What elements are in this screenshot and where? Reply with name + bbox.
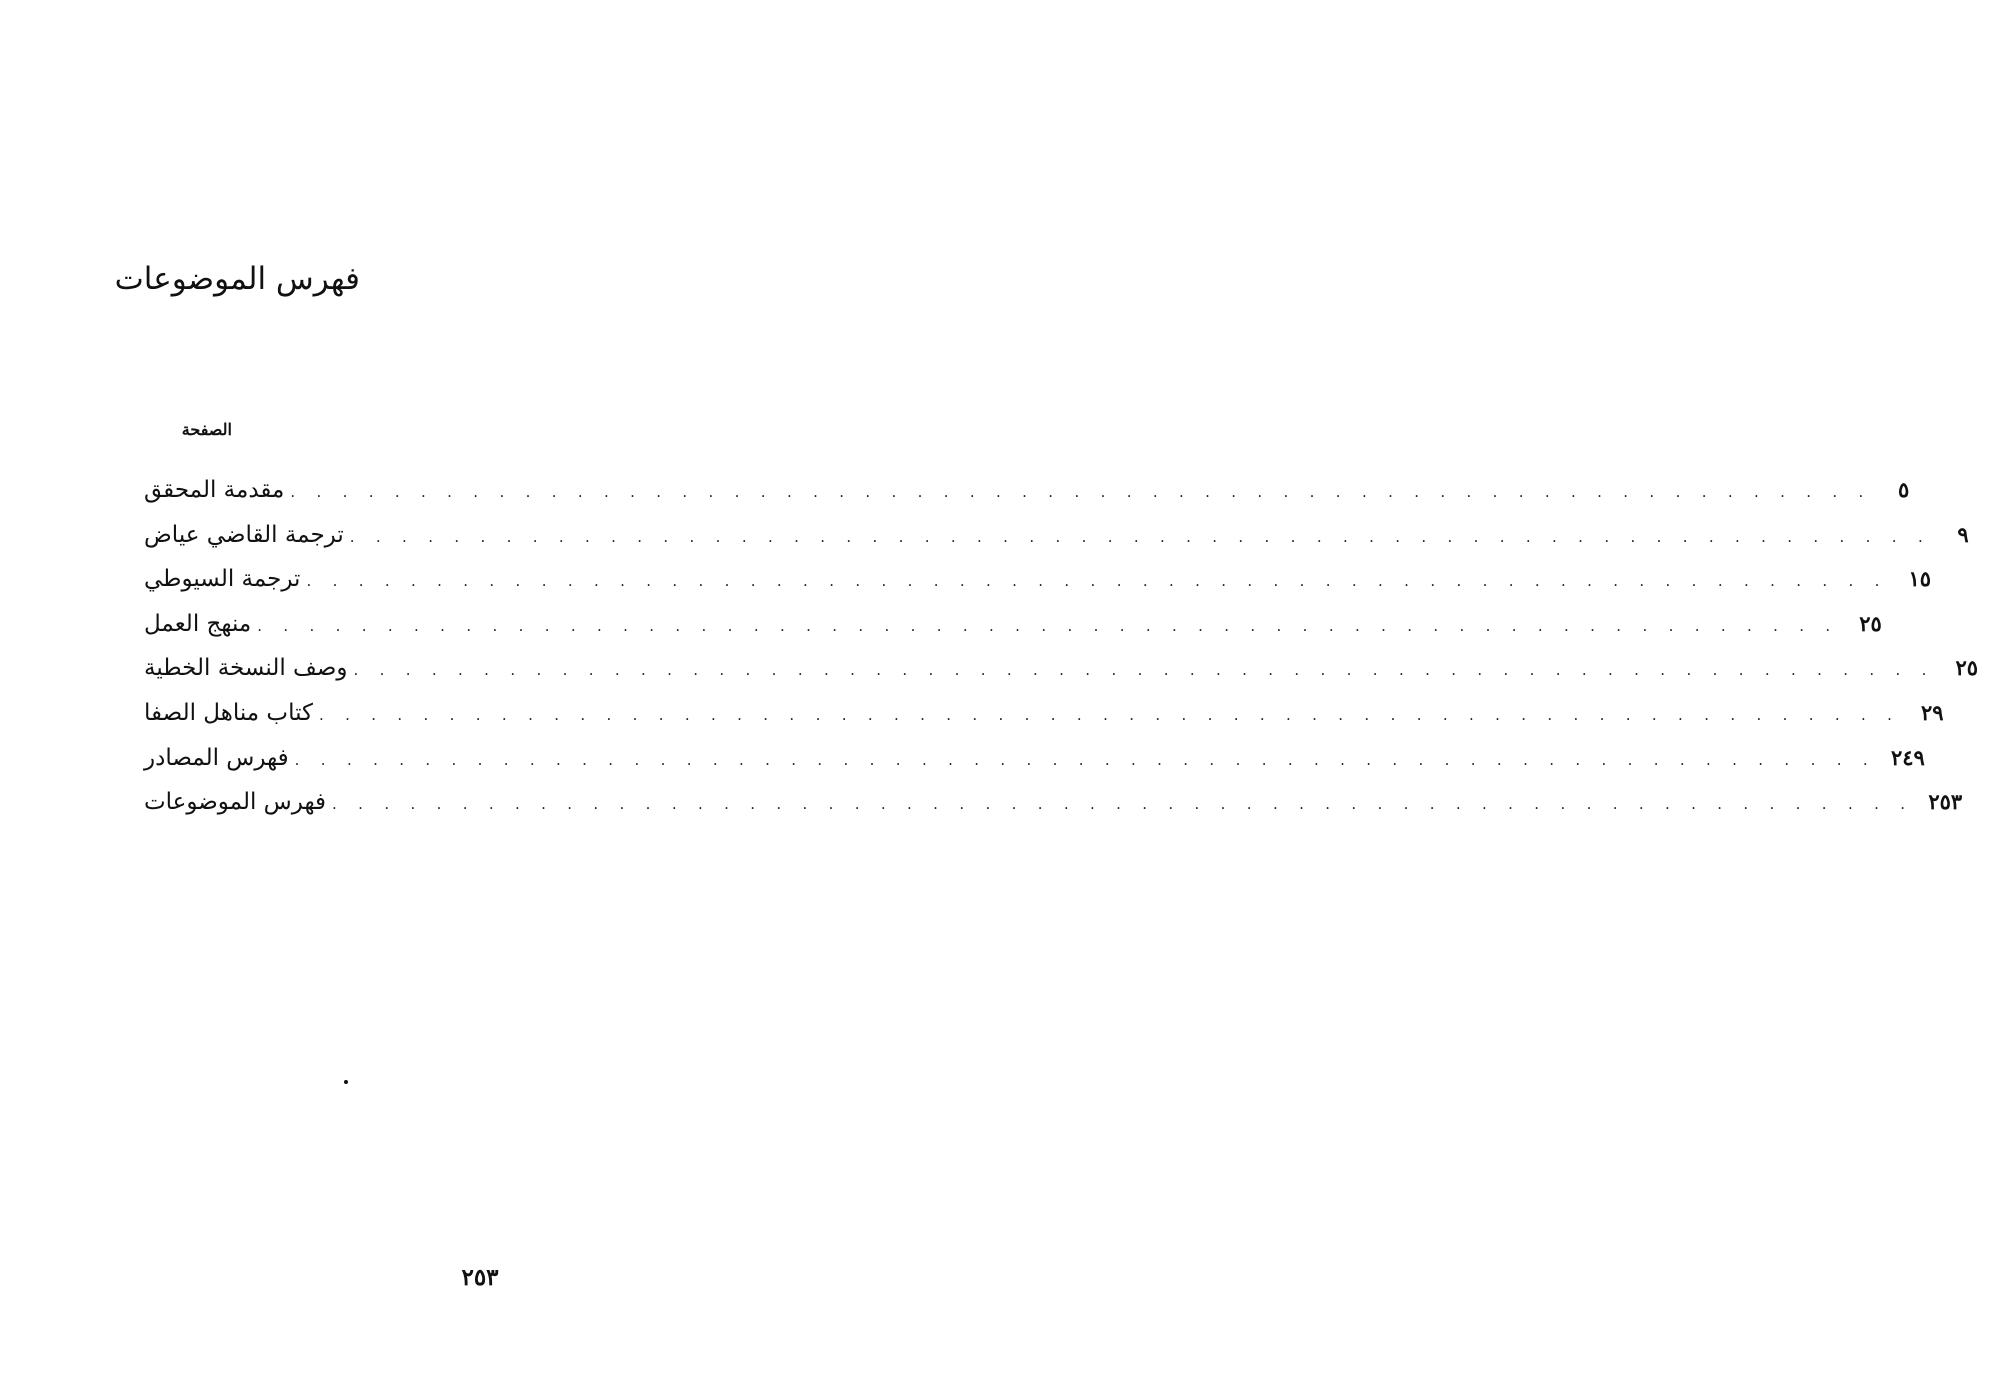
toc-entry-title: كتاب مناهل الصفا (144, 699, 313, 726)
dot-leader: . . . . . . . . . . . . . . . . . . . . . . . . . . . . . . . . . . . . . . . . . . . . . . . . . . . . . . . . . . . . . (318, 705, 1901, 724)
toc-entry-page: ٢٩ (1920, 699, 1944, 725)
toc-entry-title: منهج العمل (144, 610, 252, 637)
table-of-contents (140, 472, 1979, 829)
dot-leader: . . . . . . . . . . . . . . . . . . . . . . . . . . . . . . . . . . . . . . . . . . . . . . . . . . . . . . . . . . . . . (332, 795, 1914, 814)
ink-speck (344, 1080, 348, 1084)
toc-entry-page: ١٥ (1908, 566, 1931, 592)
page-number: ٢٥٣ (461, 1264, 499, 1291)
dot-leader: . . . . . . . . . . . . . . . . . . . . . . . . . . . . . . . . . . . . . . . . . . . . . . . . . . . . . . . . . . . . . (353, 661, 1935, 680)
toc-entry (140, 517, 1969, 562)
toc-entry (140, 740, 1925, 785)
toc-entry-page: ٩ (1957, 521, 1969, 547)
toc-entry (140, 695, 1944, 740)
toc-entry (140, 784, 1963, 829)
toc-entry (140, 606, 1882, 651)
toc-entry (140, 561, 1931, 606)
toc-entry-page: ٢٥٣ (1928, 789, 1963, 815)
toc-entry-page: ٥ (1897, 477, 1910, 502)
toc-entry-title: مقدمة المحقق (144, 477, 285, 503)
toc-entry-page: ٢٥ (1955, 655, 1979, 681)
toc-entry-title: وصف النسخة الخطية (144, 655, 348, 682)
page-column-header: الصفحة (181, 420, 232, 439)
toc-entry-title: ترجمة القاضي عياض (144, 521, 344, 548)
toc-entry-page: ٢٥ (1859, 610, 1882, 636)
toc-entry-title: ترجمة السيوطي (144, 566, 301, 593)
dot-leader: . . . . . . . . . . . . . . . . . . . . . . . . . . . . . . . . . . . . . . . . . . . . . . . . . . . . . . . . . . . . . (257, 616, 1839, 635)
dot-leader: . . . . . . . . . . . . . . . . . . . . . . . . . . . . . . . . . . . . . . . . . . . . . . . . . . . . . . . . . . . . . (349, 527, 1932, 546)
toc-entry-title: فهرس الموضوعات (144, 789, 327, 816)
page-title: فهرس الموضوعات (114, 261, 360, 297)
dot-leader: . . . . . . . . . . . . . . . . . . . . . . . . . . . . . . . . . . . . . . . . . . . . . . . . . . . . . . . . . . . . . (290, 483, 1872, 501)
toc-entry-title: فهرس المصادر (144, 744, 289, 771)
toc-entry-page: ٢٤٩ (1891, 744, 1925, 770)
toc-entry (140, 472, 1910, 517)
dot-leader: . . . . . . . . . . . . . . . . . . . . . . . . . . . . . . . . . . . . . . . . . . . . . . . . . . . . . . . . . . . . . (294, 750, 1876, 769)
toc-entry (140, 650, 1979, 695)
dot-leader: . . . . . . . . . . . . . . . . . . . . . . . . . . . . . . . . . . . . . . . . . . . . . . . . . . . . . . . . . . . . . (306, 572, 1888, 591)
